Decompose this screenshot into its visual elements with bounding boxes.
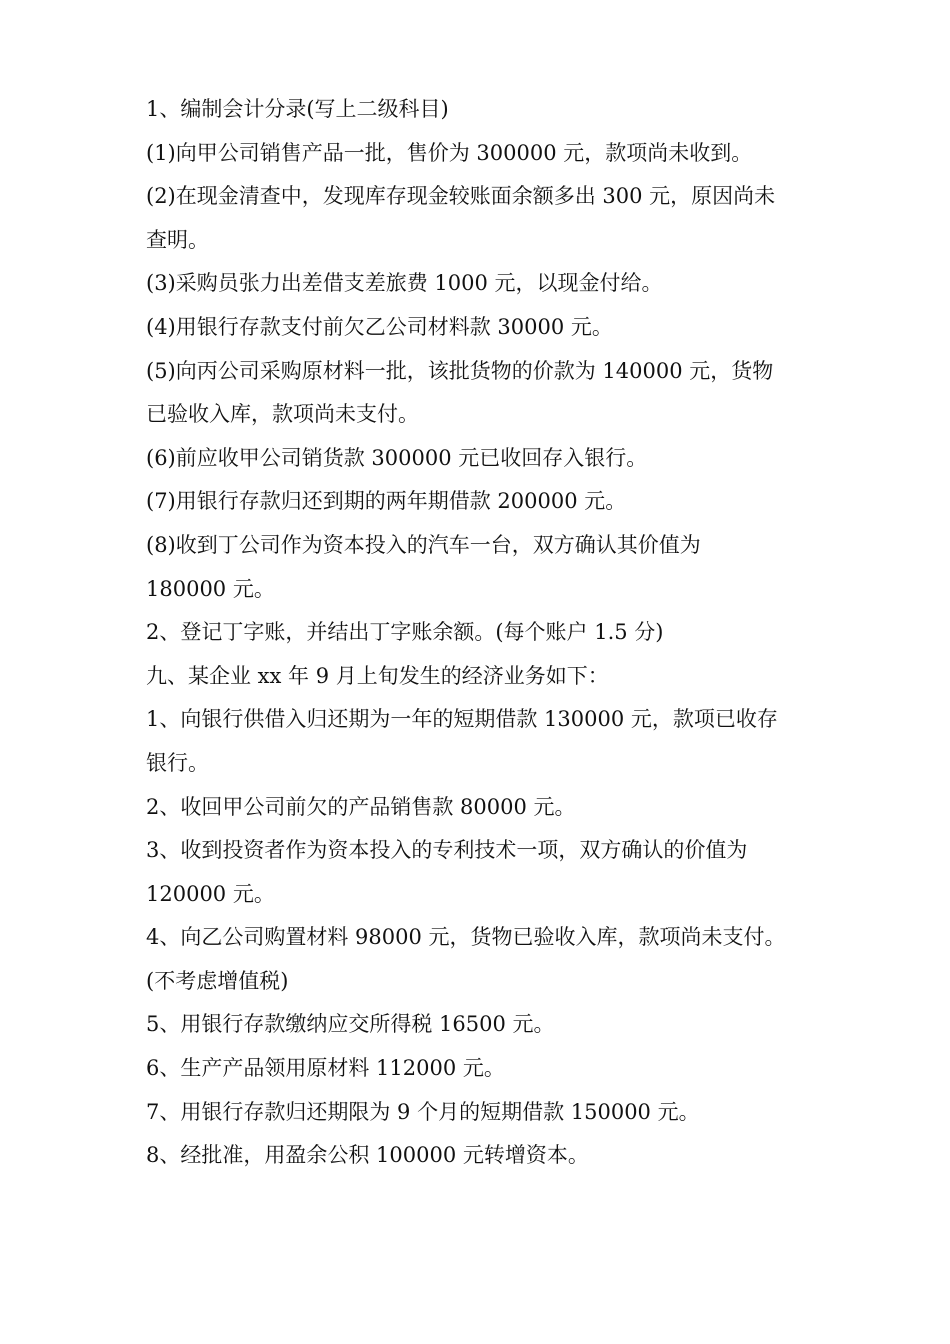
text-line: (7)用银行存款归还到期的两年期借款 200000 元。 bbox=[146, 489, 627, 514]
text-line: (2)在现金清查中，发现库存现金较账面余额多出 300 元，原因尚未 bbox=[146, 184, 776, 209]
text-line: 120000 元。 bbox=[146, 881, 275, 906]
text-line: 4、向乙公司购置材料 98000 元，货物已验收入库，款项尚未支付。 bbox=[146, 925, 786, 950]
text-line: (5)向丙公司采购原材料一批，该批货物的价款为 140000 元，货物 bbox=[146, 358, 774, 383]
text-line: (8)收到丁公司作为资本投入的汽车一台，双方确认其价值为 bbox=[146, 532, 701, 557]
text-line: 已验收入库，款项尚未支付。 bbox=[146, 402, 419, 427]
text-line: 2、登记丁字账，并结出丁字账余额。(每个账户 1.5 分) bbox=[146, 620, 664, 645]
text-line: 九、某企业 xx 年 9 月上旬发生的经济业务如下： bbox=[146, 663, 609, 688]
text-line: 8、经批准，用盈余公积 100000 元转增资本。 bbox=[146, 1143, 589, 1168]
document-body bbox=[146, 88, 816, 1178]
text-line: (不考虑增值税) bbox=[146, 968, 289, 993]
text-line: (4)用银行存款支付前欠乙公司材料款 30000 元。 bbox=[146, 314, 613, 339]
text-line: 银行。 bbox=[146, 750, 209, 775]
text-line: 5、用银行存款缴纳应交所得税 16500 元。 bbox=[146, 1012, 555, 1037]
text-line: 2、收回甲公司前欠的产品销售款 80000 元。 bbox=[146, 794, 576, 819]
text-line: 6、生产产品领用原材料 112000 元。 bbox=[146, 1056, 505, 1081]
text-line: 1、向银行供借入归还期为一年的短期借款 130000 元，款项已收存 bbox=[146, 707, 778, 732]
text-line: (1)向甲公司销售产品一批，售价为 300000 元，款项尚未收到。 bbox=[146, 140, 753, 165]
text-line: 3、收到投资者作为资本投入的专利技术一项，双方确认的价值为 bbox=[146, 838, 748, 863]
text-line: 7、用银行存款归还期限为 9 个月的短期借款 150000 元。 bbox=[146, 1099, 700, 1124]
text-line: 180000 元。 bbox=[146, 576, 275, 601]
text-line: (6)前应收甲公司销货款 300000 元已收回存入银行。 bbox=[146, 445, 648, 470]
text-line: 1、编制会计分录(写上二级科目) bbox=[146, 97, 449, 121]
text-line: (3)采购员张力出差借支差旅费 1000 元，以现金付给。 bbox=[146, 271, 663, 296]
text-line: 查明。 bbox=[146, 227, 209, 252]
